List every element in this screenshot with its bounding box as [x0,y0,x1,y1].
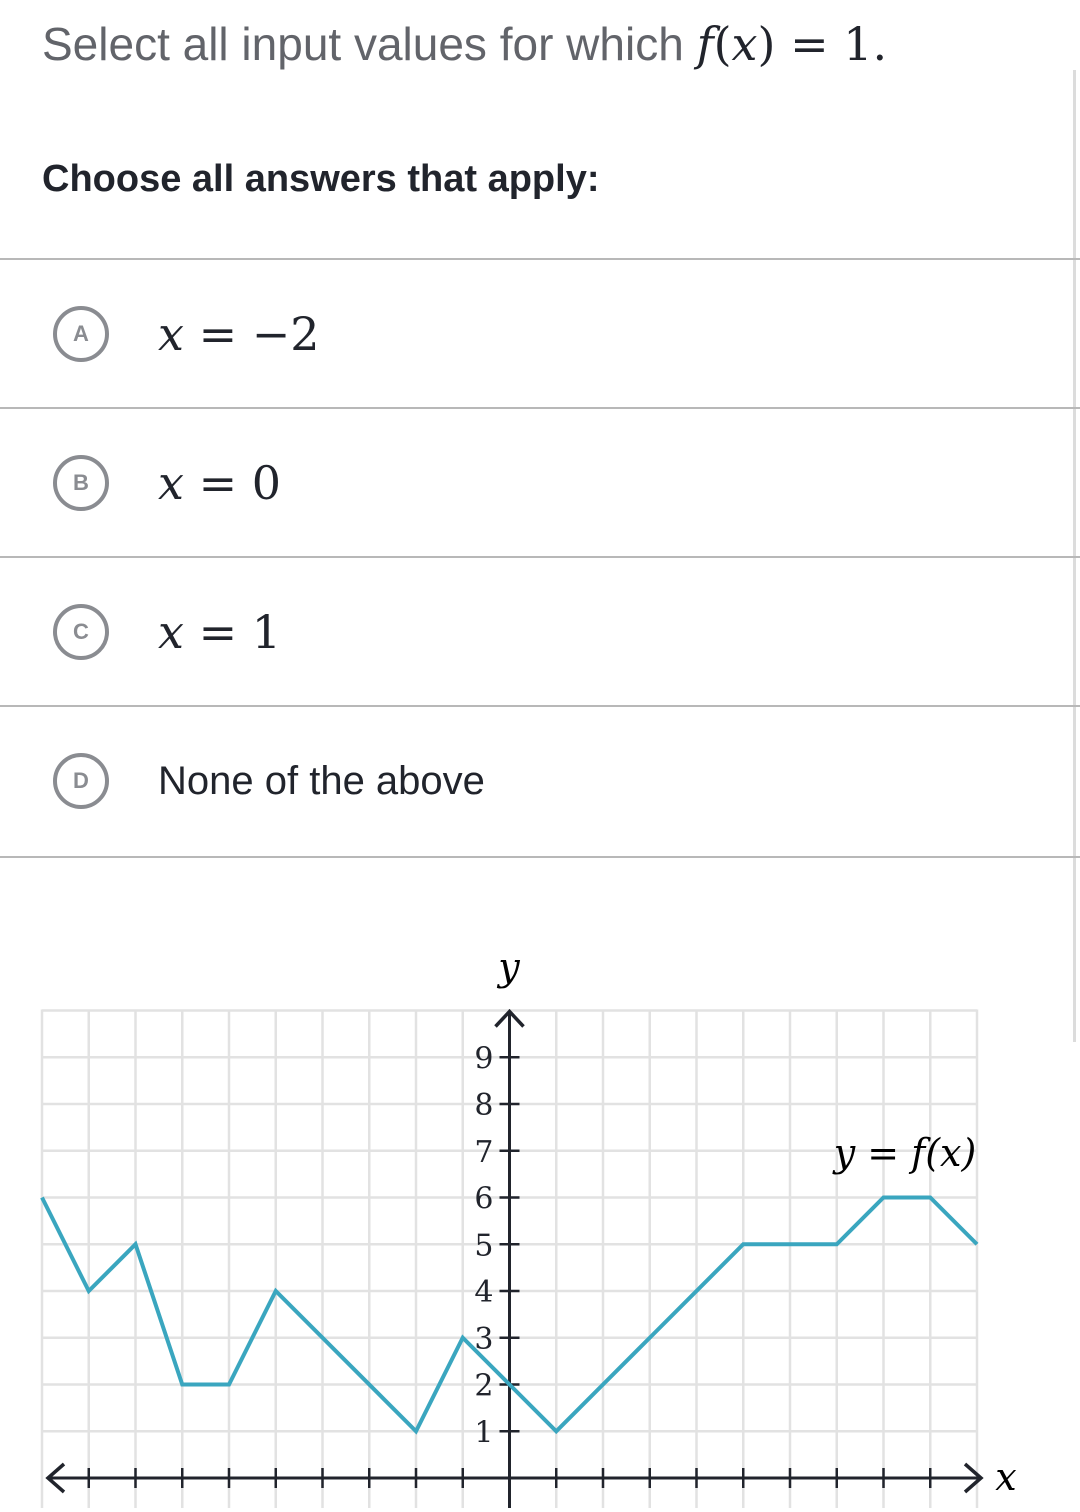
choice-b-letter-badge[interactable]: B [53,455,109,511]
x-axis-label: x [995,1455,1017,1499]
y-tick-label: 6 [474,1181,494,1217]
choice-b[interactable] [0,407,1080,556]
choice-c[interactable] [0,556,1080,705]
choice-d[interactable] [0,705,1080,858]
choice-a-content [158,304,320,364]
y-tick-labels [474,1041,493,1450]
choice-a[interactable] [0,258,1080,407]
choice-a-rhs: = −2 [183,307,320,361]
choice-c-content [158,602,281,662]
graph-axes [48,1012,981,1509]
y-tick-label: 1 [474,1415,494,1451]
choice-d-text: None of the above [158,759,485,803]
question-text: Select all input values for which [42,18,684,70]
question-close-equals: ) = 1. [757,17,888,71]
question-func: f [696,17,714,71]
choice-c-rhs: = 1 [183,605,282,659]
y-tick-label: 9 [474,1041,494,1077]
curve-label: y = f(x) [833,1131,977,1175]
choice-b-var: x [158,456,184,510]
y-tick-label: 3 [474,1321,494,1357]
function-graph [0,930,1080,1512]
choice-d-letter-badge[interactable]: D [53,753,109,809]
choice-a-var: x [158,307,184,361]
y-tick-label: 8 [474,1088,494,1123]
question-prompt [42,14,1040,74]
choice-b-rhs: = 0 [183,456,282,510]
question-var: x [731,17,758,71]
y-tick-label: 4 [474,1275,494,1310]
y-tick-label: 7 [474,1134,494,1170]
question-math [697,17,888,71]
choice-b-content [158,453,281,513]
y-tick-label: 5 [474,1228,494,1264]
choice-a-letter-badge[interactable]: A [53,306,109,362]
y-axis-label: y [498,945,520,989]
question-open-paren: ( [713,17,732,71]
instruction: Choose all answers that apply: [42,158,600,200]
y-tick-label: 2 [474,1368,494,1404]
answer-choices [0,258,1080,858]
choice-c-var: x [158,605,184,659]
choice-c-letter-badge[interactable]: C [53,604,109,660]
